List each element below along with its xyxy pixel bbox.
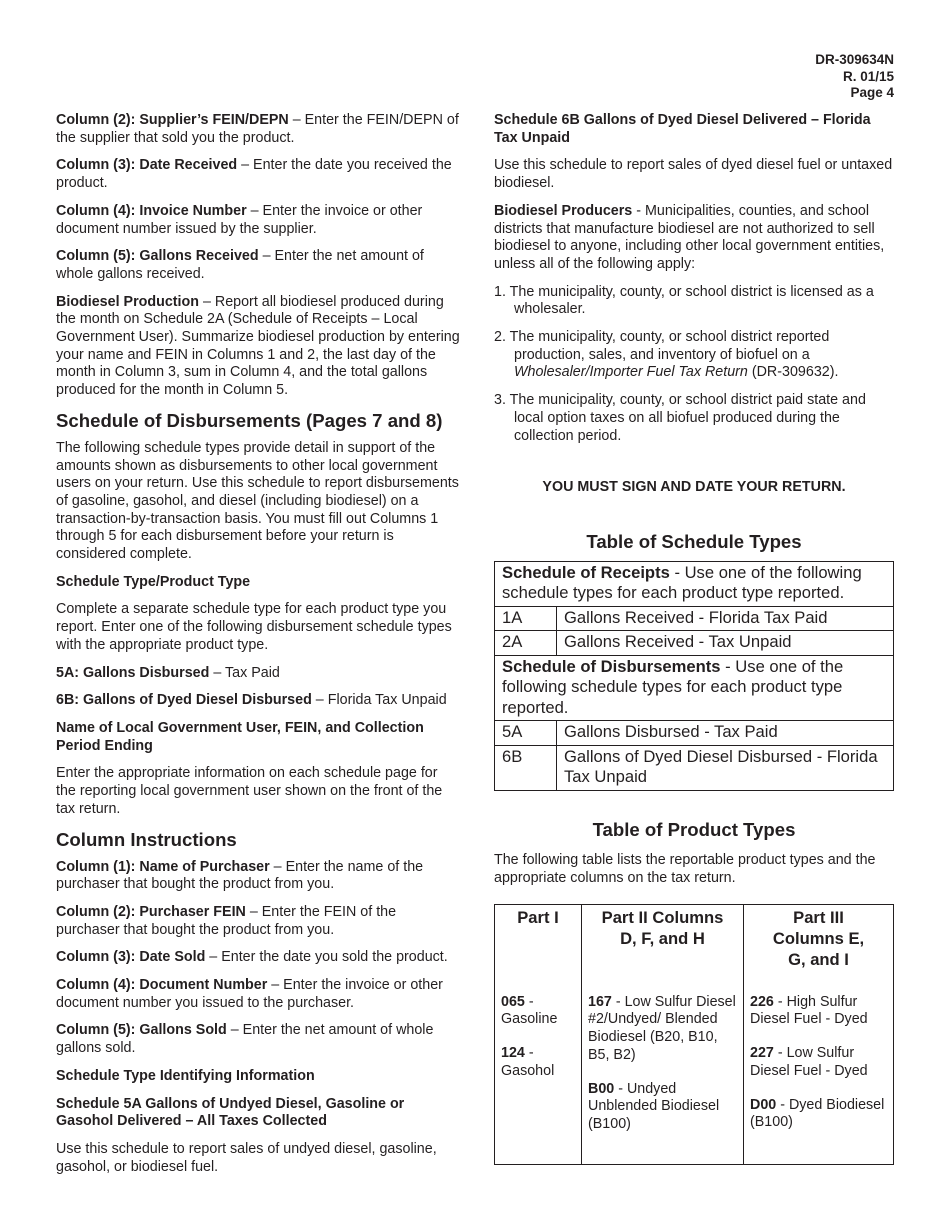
purchaser-name-instruction: Column (1): Name of Purchaser – Enter the name of the purchaser that bought the product from you. — [56, 858, 424, 893]
date-received-instruction: Column (3): Date Received – Enter the date you received the product. — [56, 157, 452, 192]
schedule-type-heading: Schedule Type/Product Type — [56, 573, 251, 590]
schedule-desc: Gallons Disbursed - Tax Paid — [557, 721, 894, 746]
name-fein-heading: Name of Local Government User, FEIN, and Collection Period Ending — [56, 719, 424, 754]
disbursements-cell: Schedule of Disbursements - Use one of the following schedule types for each product type reported. — [495, 655, 894, 721]
form-header — [815, 52, 894, 102]
schedule-types-title: Table of Schedule Types — [586, 530, 802, 552]
product-entry: 065 - Gasoline — [501, 993, 558, 1028]
schedule-code: 5A — [495, 721, 557, 746]
part2-cell — [582, 994, 744, 1164]
schedule-code: 2A — [495, 631, 557, 656]
receipts-cell: Schedule of Receipts - Use one of the following schedule types for each product type reported. — [495, 561, 894, 606]
left-column — [56, 112, 460, 1186]
product-entry: 124 - Gasohol — [501, 1045, 555, 1079]
right-column — [494, 112, 894, 1165]
purchaser-fein-instruction: Column (2): Purchaser FEIN – Enter the FEIN of the purchaser that bought the product from you. — [56, 903, 397, 938]
schedule-6b-heading: Schedule 6B Gallons of Dyed Diesel Delivered – Florida Tax Unpaid — [494, 112, 871, 146]
schedule-code: 1A — [495, 606, 557, 631]
condition-item-1: 1. The municipality, county, or school district is licensed as a wholesaler. — [494, 283, 874, 318]
schedule-5a-paragraph: Use this schedule to report sales of undyed diesel, gasoline, gasohol, or biodiesel fuel. — [56, 1140, 437, 1175]
table-row — [495, 655, 894, 721]
biodiesel-producers-paragraph: Biodiesel Producers - Municipalities, counties, and school districts that manufacture biodiesel are not authorized to sell biodiesel to anyone, including other local government entities, unless all of the following apply: — [494, 202, 885, 272]
column-instructions-heading: Column Instructions — [56, 828, 237, 850]
schedule-6b-line: 6B: Gallons of Dyed Diesel Disbursed – Florida Tax Unpaid — [56, 692, 447, 709]
schedule-5a-heading: Schedule 5A Gallons of Undyed Diesel, Gasoline or Gasohol Delivered – All Taxes Collected — [56, 1095, 405, 1130]
part2-header: Part II Columns D, F, and H — [582, 904, 744, 994]
supplier-fein-instruction: Column (2): Supplier’s FEIN/DEPN – Enter the FEIN/DEPN of the supplier that sold you the product. — [56, 112, 459, 146]
product-types-intro: The following table lists the reportable product types and the appropriate columns on the tax return. — [494, 852, 876, 887]
product-entry: D00 - Dyed Biodiesel (B100) — [750, 1096, 885, 1131]
table-row — [495, 994, 894, 1164]
condition-item-2: 2. The municipality, county, or school district reported production, sales, and inventory of biofuel on a Wholesaler/Importer Fuel Tax Return (DR-309632). — [494, 329, 839, 381]
page-number: Page 4 — [850, 85, 894, 100]
disbursements-heading: Schedule of Disbursements (Pages 7 and 8) — [56, 409, 443, 431]
condition-item-3: 3. The municipality, county, or school district paid state and local option taxes on all biofuel produced during the collection period. — [494, 392, 866, 444]
table-row — [495, 561, 894, 606]
table-row — [495, 606, 894, 631]
form-revision: R. 01/15 — [842, 68, 894, 84]
gallons-received-instruction: Column (5): Gallons Received – Enter the net amount of whole gallons received. — [56, 248, 424, 282]
date-sold-instruction: Column (3): Date Sold – Enter the date you sold the product. — [56, 949, 448, 966]
schedule-desc: Gallons of Dyed Diesel Disbursed - Florida Tax Unpaid — [557, 745, 894, 790]
table-row — [495, 745, 894, 790]
product-entry: B00 - Undyed Unblended Biodiesel (B100) — [588, 1080, 720, 1132]
disbursements-paragraph: The following schedule types provide detail in support of the amounts shown as disbursements to other local government users on your return. Use this schedule to report disbursements of gasoline, gasohol, and diesel (including biodiesel) on a transaction-by-transaction basis. You must fill out Columns 1 through 5 for each disbursement before your return is considered complete. — [56, 439, 459, 563]
form-number: DR-309634N — [815, 52, 894, 67]
schedule-desc: Gallons Received - Tax Unpaid — [557, 631, 894, 656]
schedule-code: 6B — [495, 745, 557, 790]
schedule-desc: Gallons Received - Florida Tax Paid — [557, 606, 894, 631]
product-types-table — [494, 904, 894, 1165]
name-fein-paragraph: Enter the appropriate information on each schedule page for the reporting local government user shown on the front of the tax return. — [56, 765, 443, 817]
gallons-sold-instruction: Column (5): Gallons Sold – Enter the net amount of whole gallons sold. — [56, 1022, 434, 1057]
schedule-6b-paragraph: Use this schedule to report sales of dyed diesel fuel or untaxed biodiesel. — [494, 157, 893, 192]
sign-notice: YOU MUST SIGN AND DATE YOUR RETURN. — [542, 479, 846, 496]
product-entry: 227 - Low Sulfur Diesel Fuel - Dyed — [750, 1045, 868, 1079]
part1-cell — [495, 994, 582, 1164]
part3-cell — [744, 994, 894, 1164]
product-types-title: Table of Product Types — [592, 818, 796, 840]
part1-header: Part I — [495, 904, 582, 994]
product-entry: 226 - High Sulfur Diesel Fuel - Dyed — [750, 993, 868, 1028]
schedule-type-paragraph: Complete a separate schedule type for each product type you report. Enter one of the following disbursement schedule types with the appropriate product type. — [56, 601, 452, 653]
table-row — [495, 631, 894, 656]
invoice-number-instruction: Column (4): Invoice Number – Enter the invoice or other document number issued by the supplier. — [56, 202, 423, 237]
identifying-info-heading: Schedule Type Identifying Information — [56, 1067, 315, 1084]
document-number-instruction: Column (4): Document Number – Enter the invoice or other document number you issued to the purchaser. — [56, 977, 443, 1011]
product-entry: 167 - Low Sulfur Diesel #2/Undyed/ Blended Biodiesel (B20, B10, B5, B2) — [588, 993, 736, 1063]
schedule-5a-line: 5A: Gallons Disbursed – Tax Paid — [56, 664, 280, 681]
biodiesel-production-paragraph: Biodiesel Production – Report all biodiesel produced during the month on Schedule 2A (Schedule of Receipts – Local Government User). Summarize biodiesel production by entering your name and FEIN in Columns 1 and 2, the last day of the month in Column 3, sum in Column 4, and the total gallons produced for the month in Column 5. — [56, 293, 460, 399]
table-row — [495, 721, 894, 746]
table-header-row — [495, 904, 894, 994]
part3-header: Part III Columns E, G, and I — [744, 904, 894, 994]
schedule-types-table — [494, 561, 894, 791]
